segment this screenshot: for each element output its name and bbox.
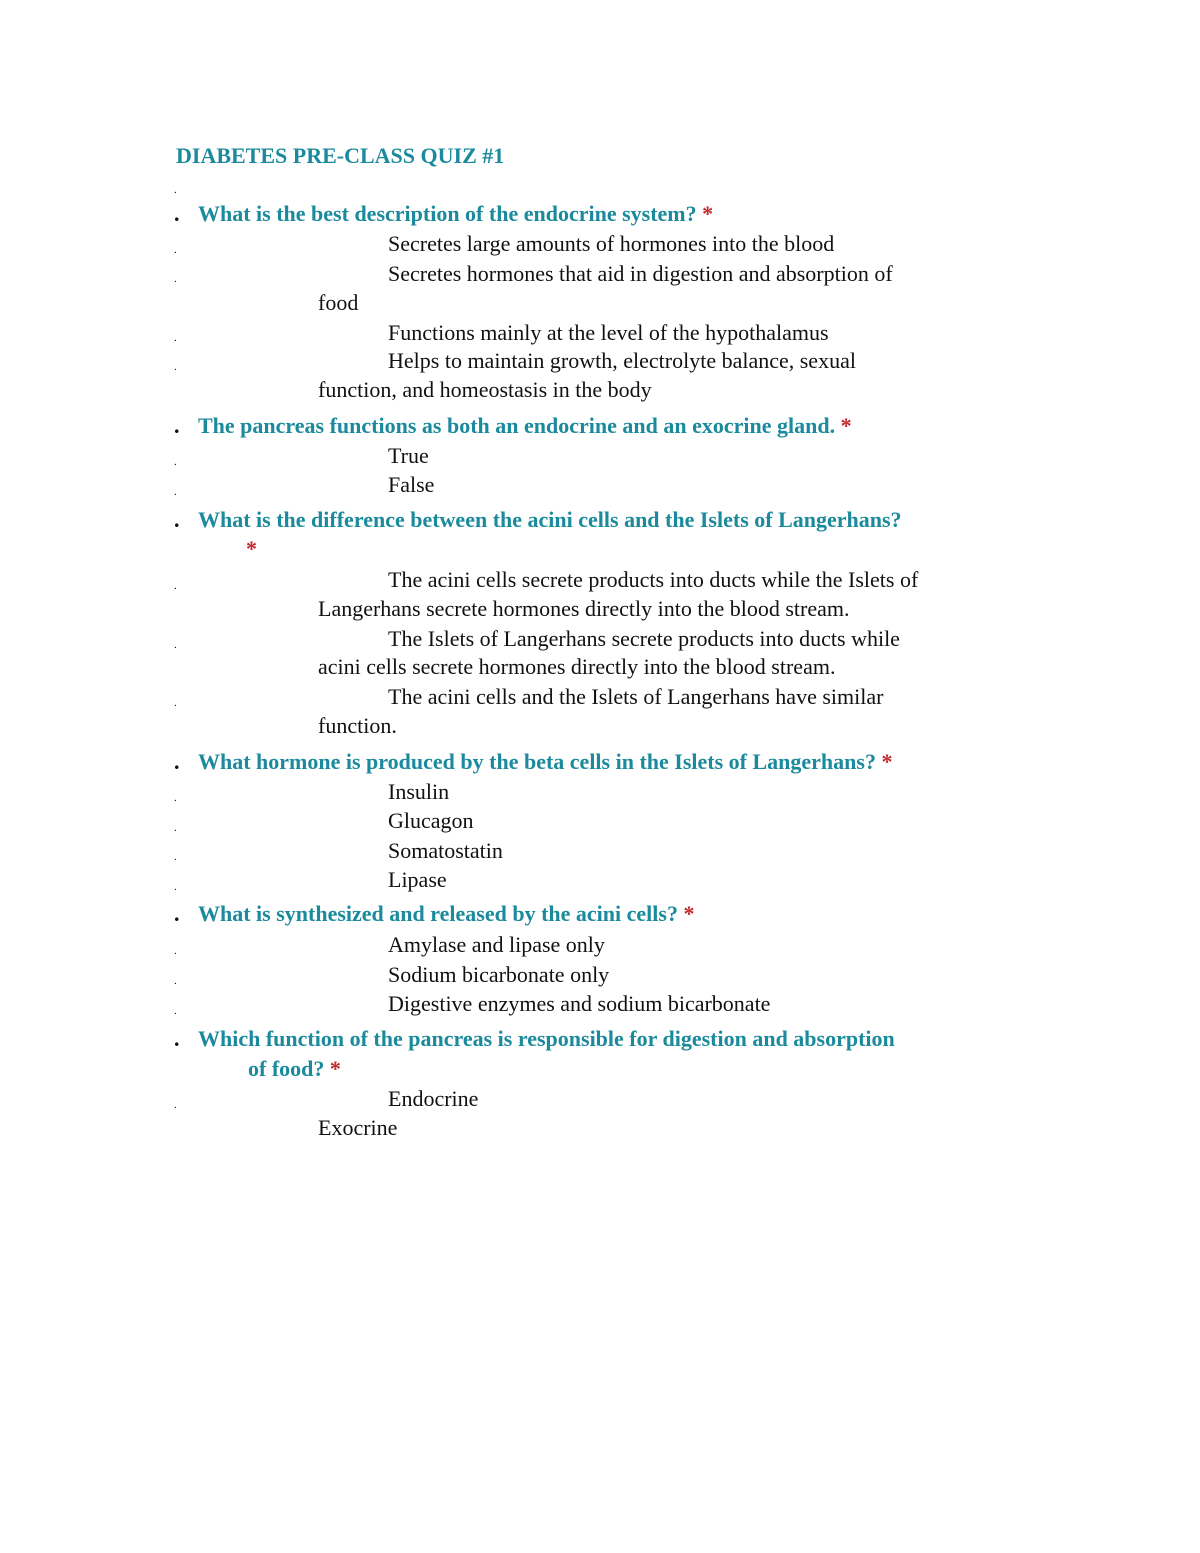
question-bullet: .: [174, 507, 180, 532]
question-text: of food?: [248, 1056, 325, 1081]
question-bullet: .: [174, 413, 180, 438]
question-6: [198, 1026, 895, 1052]
required-marker: *: [329, 1056, 341, 1081]
option[interactable]: Secretes hormones that aid in digestion and absorption of: [388, 261, 893, 286]
option-continuation: function, and homeostasis in the body: [318, 377, 652, 402]
option[interactable]: Lipase: [388, 867, 447, 892]
option[interactable]: Sodium bicarbonate only: [388, 962, 610, 987]
required-marker: *: [683, 901, 695, 926]
option-bullet: .: [174, 244, 177, 256]
question-bullet: .: [174, 201, 180, 226]
option-bullet: .: [174, 580, 177, 592]
option-bullet: .: [174, 273, 177, 285]
option-bullet: .: [174, 361, 177, 373]
option-bullet: .: [174, 639, 177, 651]
required-marker: *: [702, 201, 714, 226]
option[interactable]: Somatostatin: [388, 838, 503, 863]
required-marker: *: [246, 536, 257, 561]
option-continuation: food: [318, 290, 359, 315]
option[interactable]: False: [388, 472, 435, 497]
option-bullet: .: [174, 332, 177, 344]
question-6-continuation: [248, 1056, 341, 1082]
option-bullet: .: [174, 945, 177, 957]
option-bullet: .: [174, 697, 177, 709]
question-text: What is the best description of the endocrine system?: [198, 201, 697, 226]
question-bullet: .: [174, 1026, 180, 1051]
question-text: Which function of the pancreas is responsible for digestion and absorption: [198, 1026, 895, 1051]
option[interactable]: Endocrine: [388, 1086, 479, 1111]
question-4: [198, 749, 892, 775]
option[interactable]: True: [388, 443, 429, 468]
option[interactable]: Exocrine: [318, 1115, 398, 1140]
option-bullet: .: [174, 851, 177, 863]
option[interactable]: Helps to maintain growth, electrolyte balance, sexual: [388, 348, 856, 373]
question-text: What hormone is produced by the beta cells in the Islets of Langerhans?: [198, 749, 876, 774]
option[interactable]: The Islets of Langerhans secrete products into ducts while: [388, 626, 900, 651]
required-marker: *: [881, 749, 893, 774]
option-bullet: .: [174, 1099, 177, 1111]
question-bullet: .: [174, 901, 180, 926]
option-continuation: acini cells secrete hormones directly into the blood stream.: [318, 654, 836, 679]
option[interactable]: The acini cells and the Islets of Langerhans have similar: [388, 684, 884, 709]
option-bullet: .: [174, 792, 177, 804]
option[interactable]: Insulin: [388, 779, 450, 804]
page-title: DIABETES PRE-CLASS QUIZ #1: [176, 143, 505, 168]
question-text: What is the difference between the acini cells and the Islets of Langerhans?: [198, 507, 902, 532]
question-2: [198, 413, 852, 439]
option-bullet: .: [174, 822, 177, 834]
required-marker: *: [840, 413, 852, 438]
question-text: The pancreas functions as both an endocrine and an exocrine gland.: [198, 413, 836, 438]
question-bullet: .: [174, 749, 180, 774]
question-3: [198, 507, 902, 533]
question-text: What is synthesized and released by the acini cells?: [198, 901, 678, 926]
option[interactable]: Secretes large amounts of hormones into the blood: [388, 231, 835, 256]
question-3-continuation: [246, 536, 257, 562]
option[interactable]: Amylase and lipase only: [388, 932, 605, 957]
bullet: .: [174, 184, 177, 196]
option-bullet: .: [174, 1005, 177, 1017]
option-bullet: .: [174, 881, 177, 893]
question-5: [198, 901, 694, 927]
option[interactable]: Functions mainly at the level of the hypothalamus: [388, 320, 829, 345]
option-bullet: .: [174, 456, 177, 468]
option-continuation: function.: [318, 713, 397, 738]
option-bullet: .: [174, 486, 177, 498]
option-continuation: Langerhans secrete hormones directly into the blood stream.: [318, 596, 850, 621]
option[interactable]: Digestive enzymes and sodium bicarbonate: [388, 991, 771, 1016]
option-bullet: .: [174, 975, 177, 987]
option[interactable]: Glucagon: [388, 808, 474, 833]
option[interactable]: The acini cells secrete products into ducts while the Islets of: [388, 567, 919, 592]
question-1: [198, 201, 713, 227]
